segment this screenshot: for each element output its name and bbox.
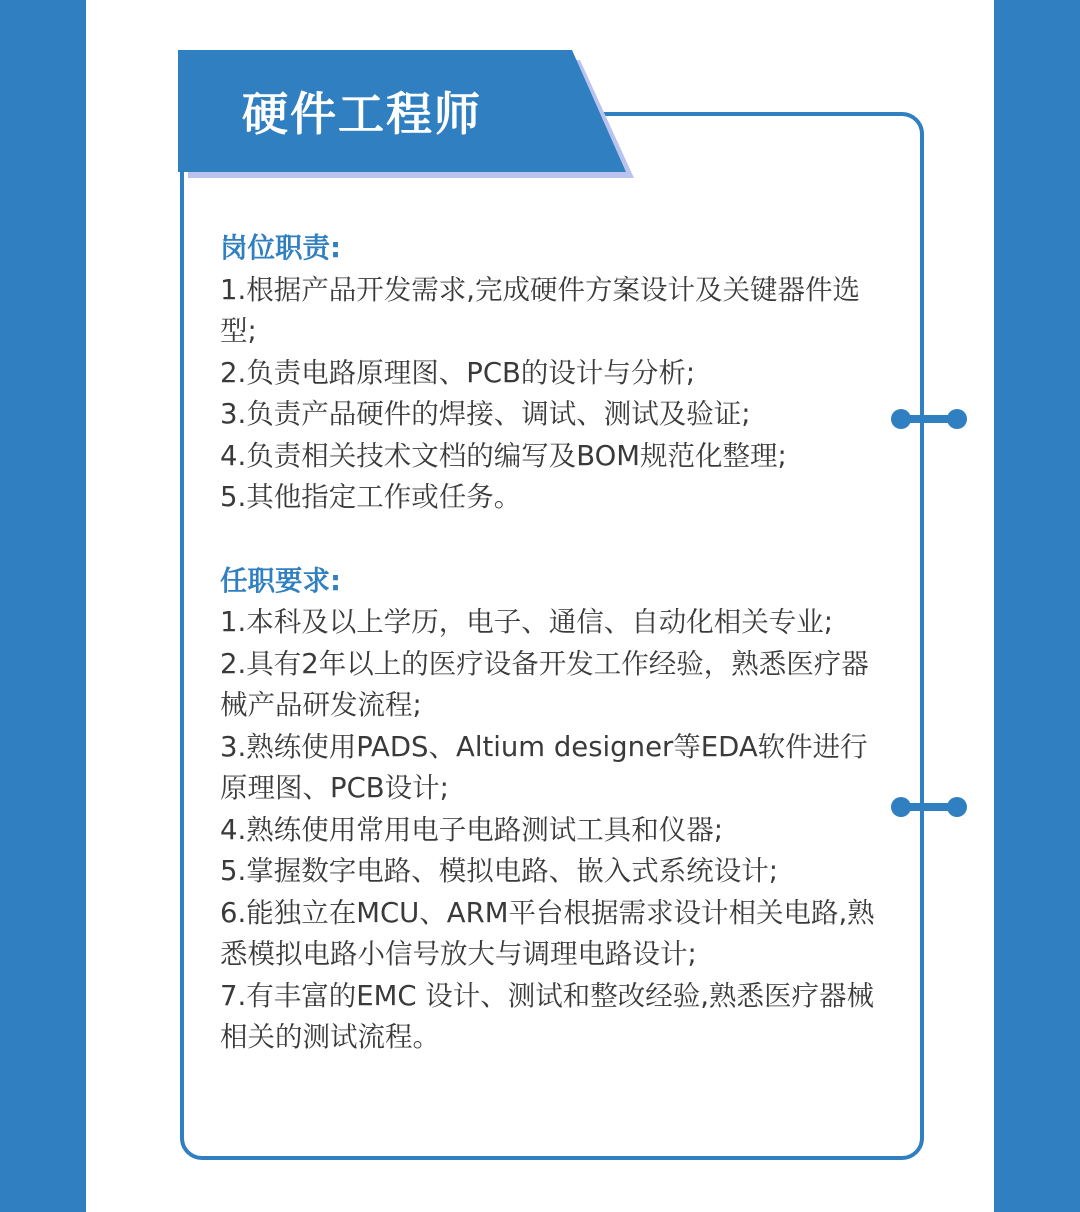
list-item: 4.负责相关技术文档的编写及BOM规范化整理; — [220, 439, 787, 472]
list-item: 5.其他指定工作或任务。 — [220, 481, 522, 513]
list-item: 3.负责产品硬件的焊接、调试、测试及验证; — [220, 398, 751, 430]
list-item: 6.能独立在MCU、ARM平台根据需求设计相关电路,熟悉模拟电路小信号放大与调理电路设计; — [220, 896, 875, 970]
list-item: 7.有丰富的EMC 设计、测试和整改经验,熟悉医疗器械相关的测试流程。 — [220, 979, 875, 1053]
section-responsibilities — [220, 228, 890, 519]
list-item: 2.具有2年以上的医疗设备开发工作经验，熟悉医疗器械产品研发流程; — [220, 647, 869, 721]
title-banner — [178, 50, 638, 180]
binder-connector-icon — [890, 408, 968, 430]
section-heading: 岗位职责: — [220, 232, 341, 264]
page-title: 硬件工程师 — [242, 87, 482, 141]
list-item: 2.负责电路原理图、PCB的设计与分析; — [220, 356, 696, 389]
list-item: 1.根据产品开发需求,完成硬件方案设计及关键器件选型; — [220, 273, 860, 347]
section-spacer — [220, 519, 890, 561]
list-item: 3.熟练使用PADS、Altium designer等EDA软件进行原理图、PCB设计; — [220, 730, 868, 804]
job-description — [220, 228, 890, 1059]
list-item: 4.熟练使用常用电子电路测试工具和仪器; — [220, 813, 724, 846]
section-requirements — [220, 561, 890, 1059]
list-item: 5.掌握数字电路、模拟电路、嵌入式系统设计; — [220, 855, 779, 887]
section-heading: 任职要求: — [220, 564, 341, 597]
list-item: 1.本科及以上学历，电子、通信、自动化相关专业; — [220, 606, 834, 638]
binder-connector-icon — [890, 796, 968, 818]
